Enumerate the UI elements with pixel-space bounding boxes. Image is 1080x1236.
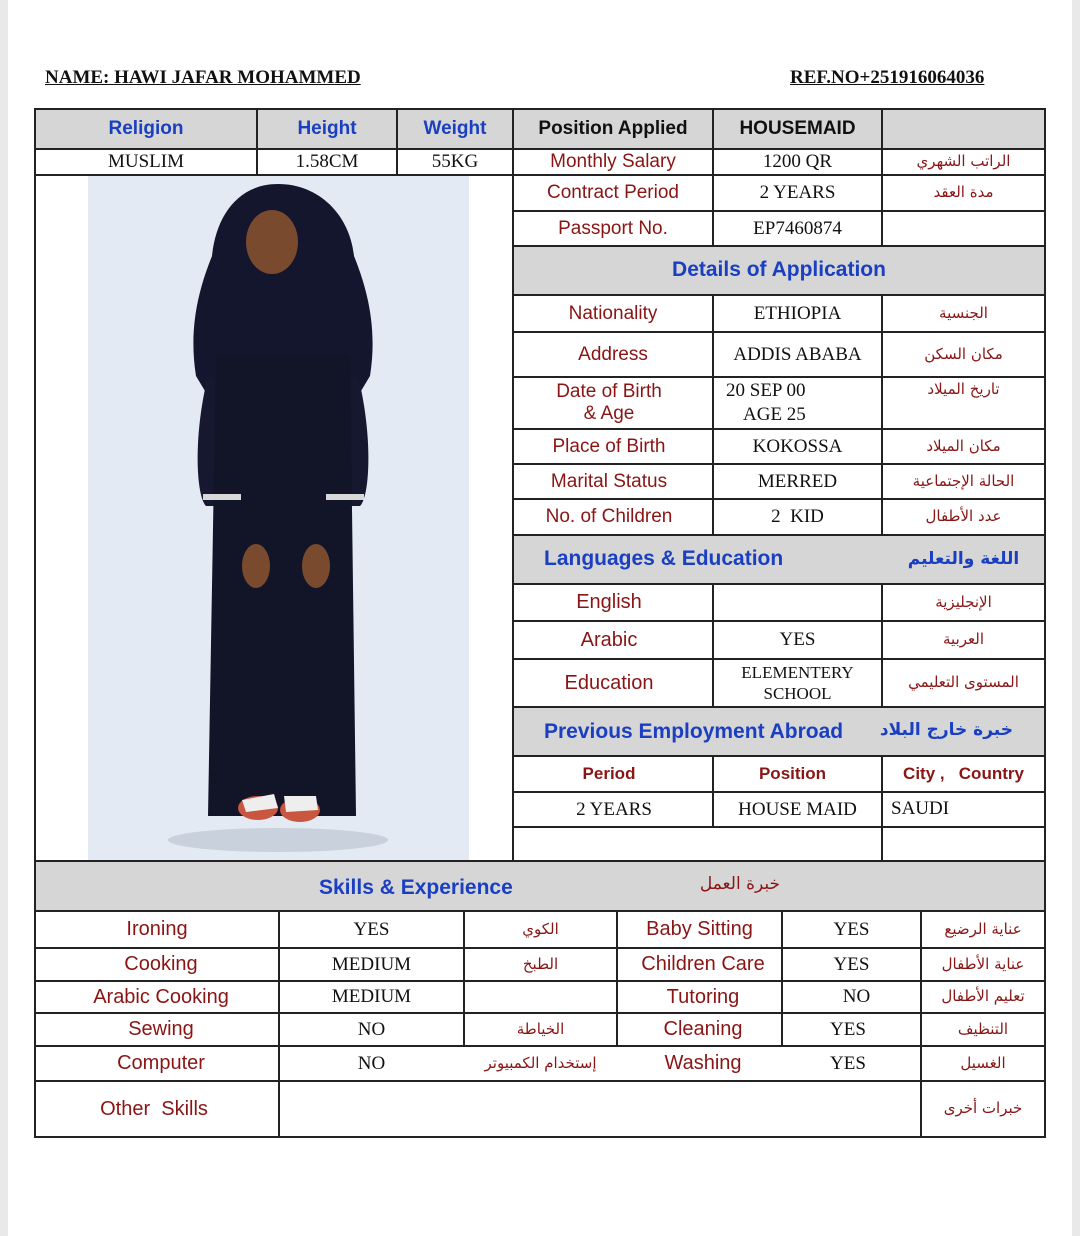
details-title: Details of Application <box>672 258 886 282</box>
skill-children-care-value: YES <box>833 953 870 975</box>
nationality-value: ETHIOPIA <box>753 302 842 324</box>
employment-title: Previous Employment Abroad <box>544 720 844 743</box>
address-value: ADDIS ABABA <box>733 343 862 365</box>
dob-label <box>514 378 704 428</box>
grid-line <box>35 860 1045 862</box>
marital-arabic: الحالة الإجتماعية <box>912 471 1015 490</box>
skill-tutoring-arabic: تعليم الأطفال <box>941 987 1025 1006</box>
skill-arabic-cooking-arabic <box>465 982 616 1012</box>
skills-title-arabic: خبرة العمل <box>699 874 780 894</box>
contract-period-label: Contract Period <box>546 182 679 204</box>
skill-tutoring-label: Tutoring <box>666 985 740 1008</box>
english-label: English <box>576 591 642 613</box>
skill-sewing-arabic: الخياطة <box>516 1019 565 1038</box>
skill-sewing-label: Sewing <box>128 1018 194 1040</box>
nationality-label: Nationality <box>568 302 658 324</box>
other-skills-label: Other Skills <box>100 1097 208 1120</box>
weight-label: Weight <box>423 118 487 140</box>
children-arabic: عدد الأطفال <box>925 507 1002 526</box>
grid-line <box>35 1136 1045 1138</box>
skill-arabic-cooking-value: MEDIUM <box>331 986 412 1008</box>
marital-label: Marital Status <box>550 470 668 492</box>
skill-tutoring-value: NO <box>842 986 871 1008</box>
age-value: AGE 25 <box>743 404 806 425</box>
dob-arabic: تاريخ الميلاد <box>927 380 1000 399</box>
arabic-value: YES <box>779 629 816 651</box>
skill-ironing-value: YES <box>353 918 390 940</box>
dob-value: 20 SEP 00 <box>726 380 806 401</box>
skill-washing-arabic: الغسيل <box>960 1053 1006 1072</box>
applicant-photo <box>88 176 469 860</box>
education-arabic: المستوى التعليمي <box>908 673 1019 692</box>
skill-cooking-label: Cooking <box>124 953 198 975</box>
skills-title: Skills & Experience <box>319 876 513 899</box>
pob-arabic: مكان الميلاد <box>926 436 1001 455</box>
languages-title-arabic: اللغة والتعليم <box>907 548 1020 569</box>
education-value-line1: ELEMENTERY <box>741 662 854 682</box>
skill-cooking-value: MEDIUM <box>331 953 412 975</box>
contract-period-value: 2 YEARS <box>759 182 836 204</box>
children-value: 2 KID <box>771 506 824 528</box>
skill-baby-sitting-label: Baby Sitting <box>646 918 753 940</box>
marital-value: MERRED <box>757 470 838 492</box>
employment-title-arabic: خبرة خارج البلاد <box>879 720 1013 740</box>
english-value <box>714 585 881 620</box>
pob-value: KOKOSSA <box>752 435 843 457</box>
position-header: Position <box>758 764 827 784</box>
address-arabic: مكان السكن <box>924 344 1003 363</box>
nationality-arabic: الجنسية <box>939 303 988 322</box>
employment-period: 2 YEARS <box>576 798 652 820</box>
skill-ironing-label: Ironing <box>126 918 188 940</box>
skill-washing-label: Washing <box>664 1052 742 1074</box>
arabic-arabic: العربية <box>943 630 984 649</box>
skill-ironing-arabic: الكوي <box>522 919 559 938</box>
contract-period-arabic: مدة العقد <box>933 183 994 202</box>
monthly-salary-value: 1200 QR <box>762 151 833 173</box>
height-label: Height <box>297 118 357 140</box>
employment-country: SAUDI <box>891 798 950 819</box>
position-applied-label: Position Applied <box>538 118 688 140</box>
position-applied-value: HOUSEMAID <box>739 118 856 140</box>
monthly-salary-label: Monthly Salary <box>550 151 676 173</box>
skill-baby-sitting-value: YES <box>833 918 870 940</box>
grid-line <box>513 826 1045 828</box>
skill-arabic-cooking-label: Arabic Cooking <box>93 985 229 1008</box>
height-value: 1.58CM <box>295 151 359 173</box>
pob-label: Place of Birth <box>552 435 666 457</box>
skill-baby-sitting-arabic: عناية الرضيع <box>944 919 1022 938</box>
employment-position: HOUSE MAID <box>738 798 857 820</box>
languages-title: Languages & Education <box>544 547 784 570</box>
skill-computer-label: Computer <box>117 1052 205 1074</box>
english-arabic: الإنجليزية <box>935 592 992 611</box>
skill-cleaning-value: YES <box>830 1018 866 1040</box>
applicant-figure <box>88 176 469 860</box>
education-value <box>714 660 881 706</box>
reference-number: REF.NO+251916064036 <box>790 67 985 88</box>
monthly-salary-arabic: الراتب الشهري <box>916 152 1011 171</box>
period-header: Period <box>582 764 636 784</box>
skill-cooking-arabic: الطبخ <box>522 954 559 973</box>
grid-line <box>1044 108 1046 1138</box>
page-edge-left <box>0 0 8 1236</box>
candidate-name: NAME: HAWI JAFAR MOHAMMED <box>45 67 361 88</box>
skill-computer-arabic: إستخدام الكمبيوتر <box>484 1053 597 1072</box>
city-country-header: City , Country <box>903 764 1024 784</box>
other-skills-arabic: خبرات أخرى <box>943 1099 1023 1118</box>
grid-line <box>35 174 513 176</box>
skill-computer-value: NO <box>357 1052 386 1074</box>
education-label: Education <box>564 671 654 694</box>
skills-band <box>35 861 1045 911</box>
address-label: Address <box>578 343 648 365</box>
skill-children-care-arabic: عناية الأطفال <box>941 954 1025 973</box>
passport-label: Passport No. <box>558 217 668 239</box>
skill-cleaning-label: Cleaning <box>663 1018 743 1040</box>
religion-label: Religion <box>108 118 184 140</box>
page-edge-right <box>1072 0 1080 1236</box>
arabic-label: Arabic <box>580 628 638 651</box>
skill-sewing-value: NO <box>357 1018 386 1040</box>
religion-value: MUSLIM <box>107 151 184 173</box>
weight-value: 55KG <box>431 151 479 173</box>
dob-label-line1: Date of Birth <box>556 381 662 403</box>
skill-cleaning-arabic: التنظيف <box>957 1019 1009 1038</box>
education-value-line2: SCHOOL <box>763 684 832 703</box>
skill-children-care-label: Children Care <box>641 953 765 975</box>
dob-label-line2: & Age <box>583 403 635 424</box>
grid-line <box>513 706 1045 708</box>
skill-washing-value: YES <box>830 1052 866 1074</box>
children-label: No. of Children <box>545 506 673 528</box>
passport-value: EP7460874 <box>753 217 842 239</box>
